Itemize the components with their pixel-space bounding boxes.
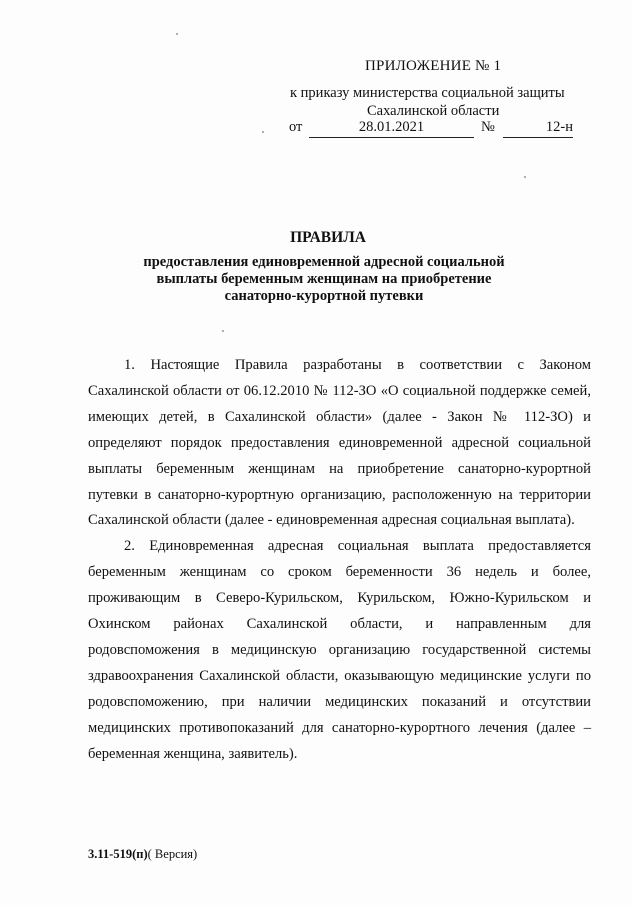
- scan-speck: [262, 131, 264, 133]
- order-date-row: [289, 119, 589, 139]
- paragraph-1: 1. Настоящие Правила разработаны в соответствии с Законом Сахалинской области от 06.12.2010 № 112-ЗО «О социальной поддержке семей, имеющих детей, в Сахалинской области» (далее - Закон № 112-ЗО) и определяют порядок предоставления единовременной адресной социальной выплаты беременным женщинам на приобретение санаторно-курортной путевки в санаторно-курортную организацию, расположенную на территории Сахалинской области (далее - единовременная адресная социальная выплата).: [88, 357, 591, 529]
- order-number: 12-н: [503, 119, 573, 138]
- order-date: 28.01.2021: [309, 119, 474, 138]
- annex-order-line: к приказу министерства социальной защиты: [290, 85, 565, 101]
- annex-region-line: Сахалинской области: [367, 103, 500, 119]
- paragraph-2: 2. Единовременная адресная социальная выплата предоставляется беременным женщинам со сроком беременности 36 недель и более, проживающим в Северо-Курильском, Курильском, Южно-Курильском и Охинском районах Сахалинской области, и направленным для родовспоможения в медицинскую организацию государственной системы здравоохранения Сахалинской области, оказывающую медицинские услуги по родовспоможению, при наличии медицинских показаний и отсутствии медицинских противопоказаний для санаторно-курортного лечения (далее – беременная женщина, заявитель).: [88, 538, 591, 762]
- ot-label: от: [289, 119, 303, 135]
- document-code: 3.11-519(п): [88, 847, 148, 861]
- footer-code: [88, 847, 197, 862]
- number-label: №: [481, 119, 495, 135]
- rules-subtitle-line: выплаты беременным женщинам на приобретение: [156, 271, 492, 287]
- rules-title: ПРАВИЛА: [290, 229, 366, 246]
- scan-speck: [176, 33, 178, 35]
- rules-subtitle-line: предоставления единовременной адресной социальной: [143, 254, 505, 270]
- rules-subtitle-line: санаторно-курортной путевки: [224, 288, 424, 304]
- document-body: [88, 353, 591, 768]
- document-version: ( Версия): [147, 847, 198, 861]
- rules-subtitle: [8, 254, 632, 305]
- scan-speck: [524, 176, 526, 178]
- annex-title: ПРИЛОЖЕНИЕ № 1: [365, 58, 502, 74]
- scan-speck: [222, 330, 224, 332]
